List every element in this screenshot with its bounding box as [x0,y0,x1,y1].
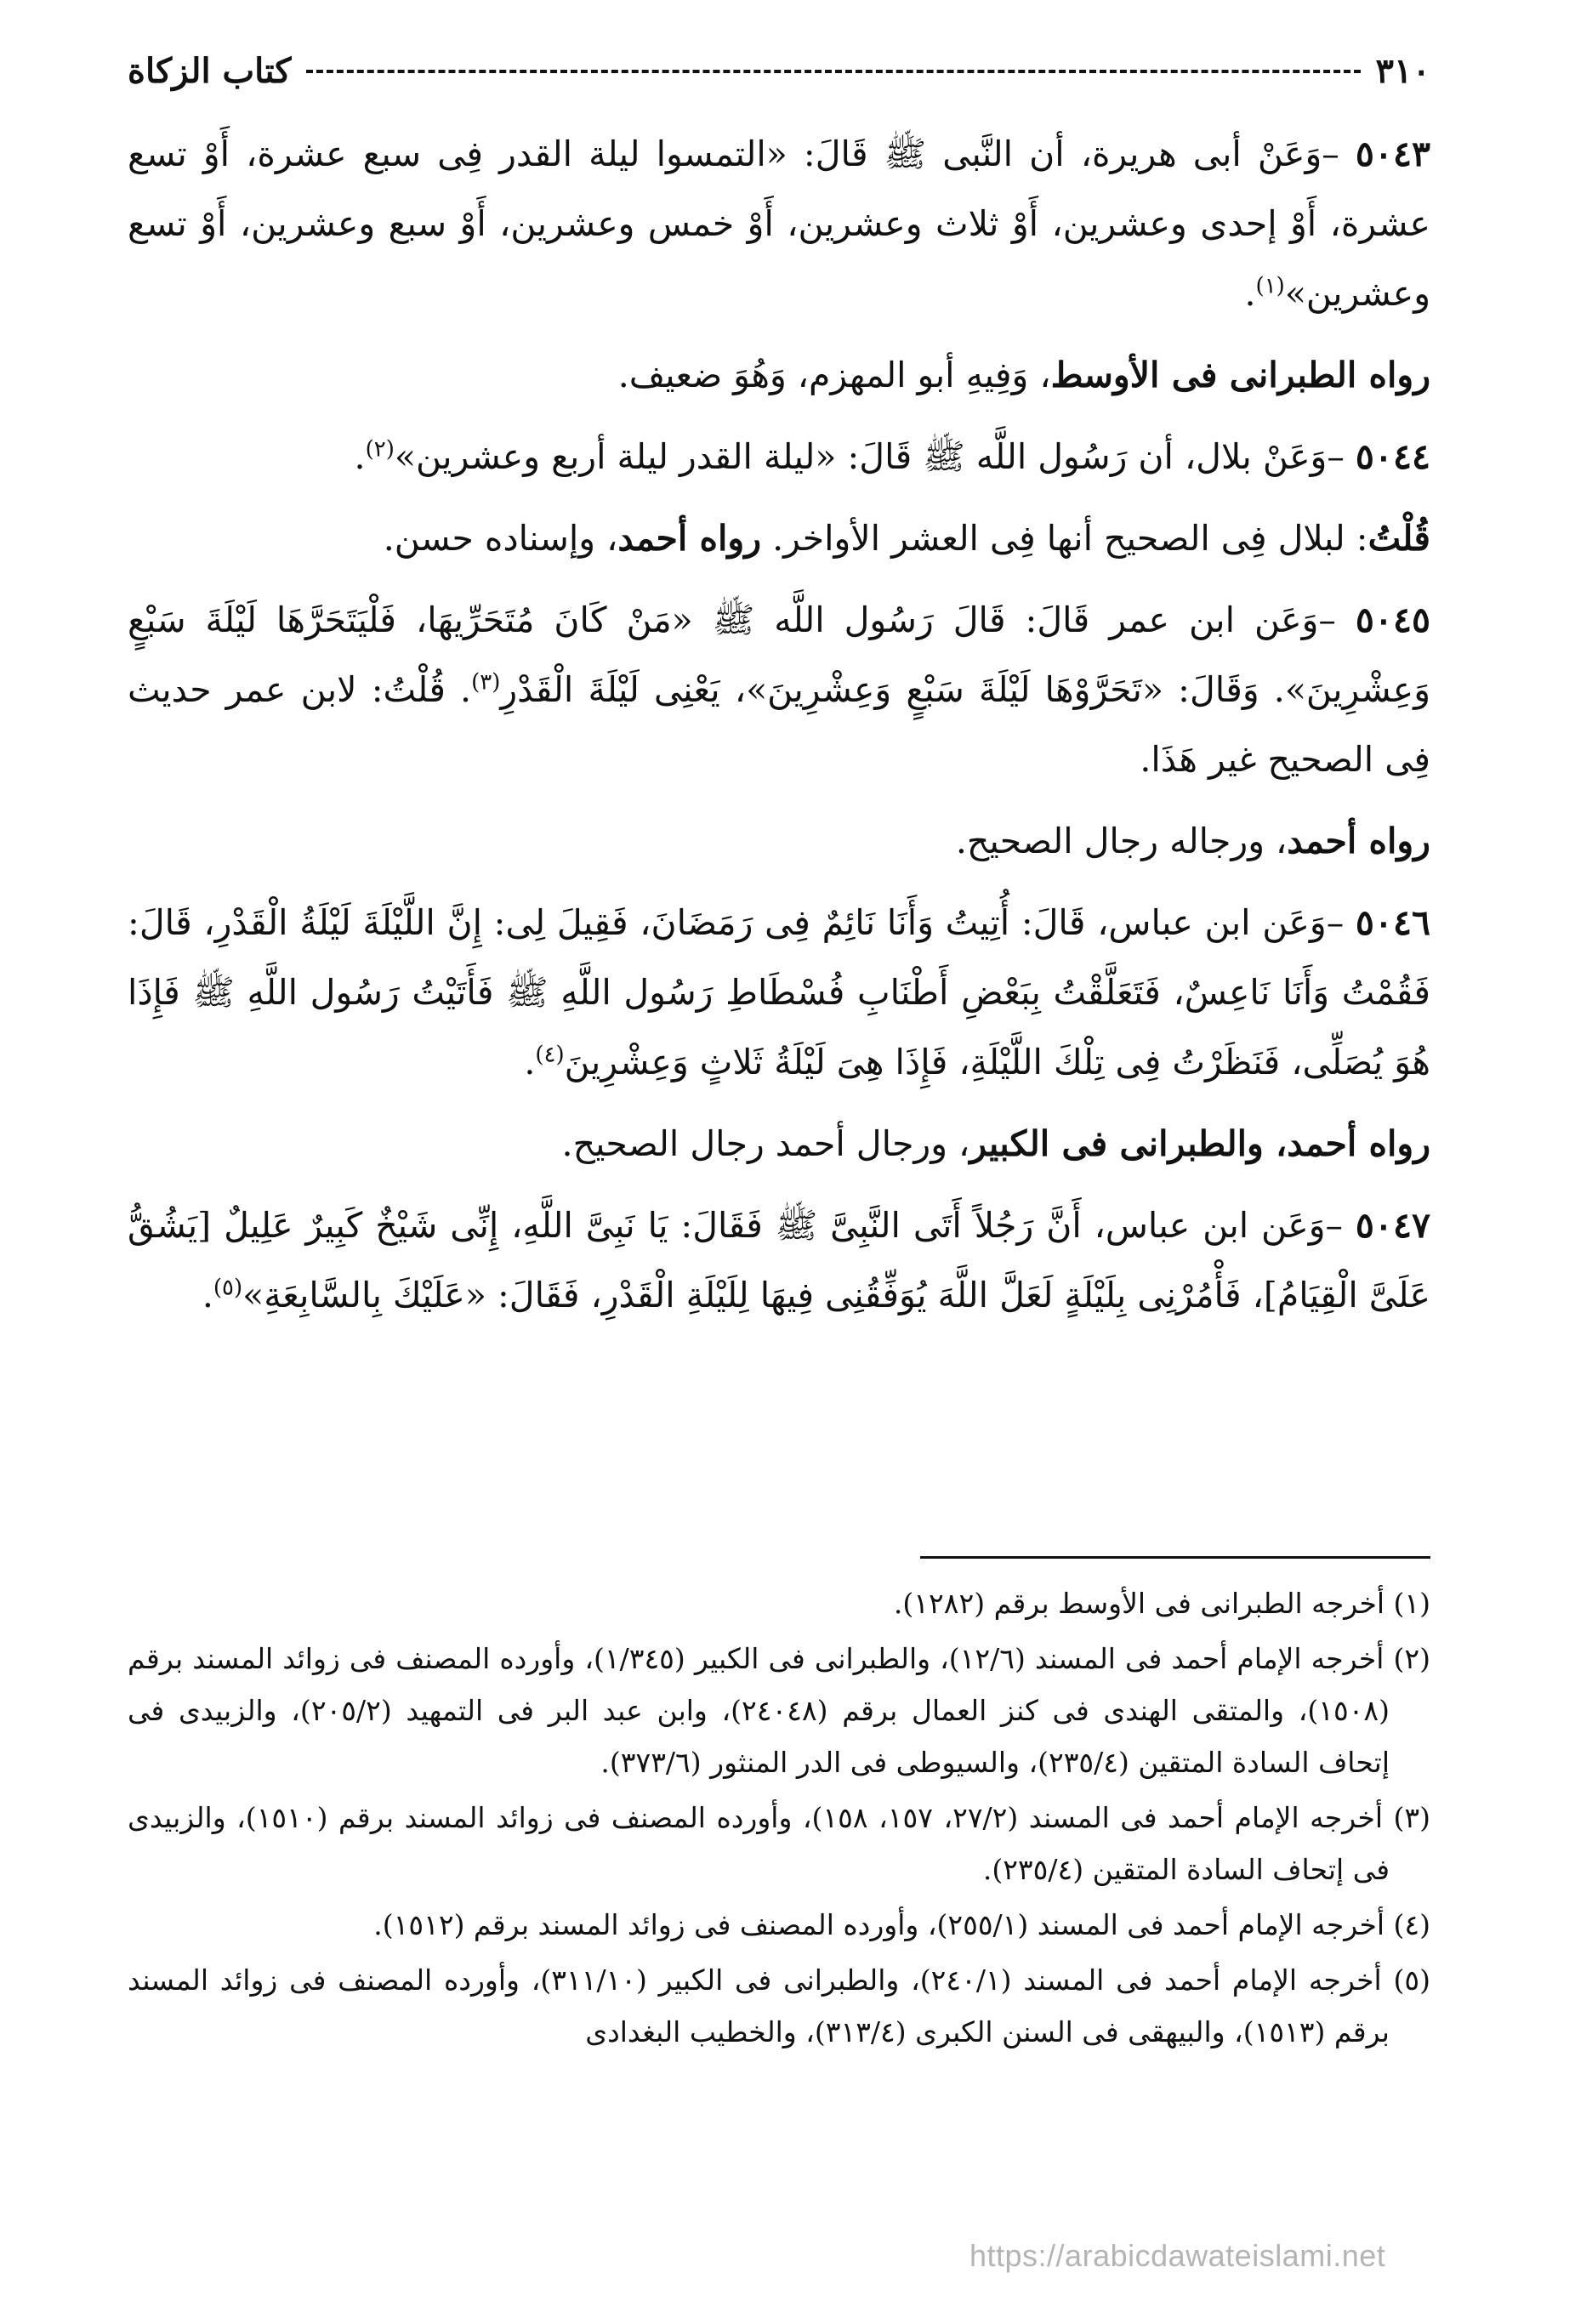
source-rest: ، ورجال أحمد رجال الصحيح. [561,1123,970,1164]
source-line [128,1109,1430,1179]
hadith-tail: . [1244,273,1256,314]
footnote: (٤) أخرجه الإمام أحمد فى المسند (٢٥٥/١)، وأورده المصنف فى زوائد المسند برقم (١٥١٢). [373,1908,1430,1941]
footnote-ref[interactable]: (٥) [213,1275,243,1301]
page-number: ٣١٠ [1375,51,1430,91]
hadith-entry [128,119,1430,328]
watermark-url: https://arabicdawateislami.net [969,2238,1386,2273]
footnote-separator [920,1556,1430,1559]
footnote-ref[interactable]: (١) [1255,273,1285,299]
hadith-text: –وَعَنْ أبى هريرة، أن النَّبى ﷺ قَالَ: «التمسوا ليلة القدر فِى سبع عشرة، أَوْ تسع عشرة، أَوْ إحدى وعشرين، أَوْ ثلاث وعشرين، أَوْ خمس وعشرين، أَوْ سبع وعشرين، أَوْ تسع وعشرين» [128,134,1430,314]
source-line [128,340,1430,410]
hadith-number: ٥٠٤٣ [1355,134,1430,174]
source-bold: رواه أحمد [1287,821,1430,861]
hadith-number: ٥٠٤٦ [1355,902,1430,943]
hadith-tail: . قُلْتُ: لابن عمر حديث فِى الصحيح غير هَذَا. [128,669,1430,780]
footnote-ref[interactable]: (٢) [365,436,395,463]
qult-label: قُلْتُ [1367,518,1430,559]
hadith-entry [128,422,1430,492]
hadith-text: –وَعَنْ بلال، أن رَسُول اللَّه ﷺ قَالَ: «ليلة القدر ليلة أربع وعشرين» [394,436,1345,477]
source-rest: ، وإسناده حسن. [383,518,618,559]
hadith-text: –وَعَن ابن عمر قَالَ: قَالَ رَسُول اللَّه ﷺ «مَنْ كَانَ مُتَحَرِّيهَا، فَلْيَتَحَرَّهَا لَيْلَةَ سَبْعٍ وَعِشْرِينَ». وَقَالَ: «تَحَرَّوْهَا لَيْلَةَ سَبْعٍ وَعِشْرِينَ»، يَعْنِى لَيْلَةَ الْقَدْرِ [128,599,1430,710]
qult-line [128,503,1430,573]
hadith-number: ٥٠٤٧ [1355,1205,1430,1246]
hadith-tail: . [202,1275,213,1315]
source-bold: رواه الطبرانى فى الأوسط [1050,355,1430,395]
footnote-ref[interactable]: (٤) [535,1042,565,1068]
hadith-number: ٥٠٤٥ [1355,599,1430,640]
source-rest: ، ورجاله رجال الصحيح. [955,821,1288,861]
hadith-text: –وَعَن ابن عباس، قَالَ: أُتِيتُ وَأَنَا نَائِمٌ فِى رَمَضَانَ، فَقِيلَ لِى: إِنَّ اللَّيْلَةَ لَيْلَةُ الْقَدْرِ، قَالَ: فَقُمْتُ وَأَنَا نَاعِسٌ، فَتَعَلَّقْتُ بِبَعْضِ أَطْنَابِ فُسْطَاطِ رَسُول اللَّهِ ﷺ فَأَتَيْتُ رَسُول اللَّهِ ﷺ فَإِذَا هُوَ يُصَلِّى، فَنَظَرْتُ فِى تِلْكَ اللَّيْلَةِ، فَإِذَا هِىَ لَيْلَةُ ثَلاثٍ وَعِشْرِينَ [128,902,1430,1082]
source-bold: رواه أحمد، والطبرانى فى الكبير [969,1123,1430,1164]
footnotes [128,1577,1430,2061]
footnote: (٣) أخرجه الإمام أحمد فى المسند (٢٧/٢، ١٥٧، ١٥٨)، وأورده المصنف فى زوائد المسند برقم (١٥١٠)، والزبيدى فى إتحاف السادة المتقين (٢٣٥/٤). [128,1801,1431,1886]
qult-text: : لبلال فِى الصحيح أنها فِى العشر الأواخر. [772,518,1368,559]
hadith-tail: . [354,436,366,477]
source-bold: رواه أحمد [617,518,762,559]
hadith-number: ٥٠٤٤ [1355,436,1430,477]
footnote: (٢) أخرجه الإمام أحمد فى المسند (١٢/٦)، والطبرانى فى الكبير (١/٣٤٥)، وأورده المصنف فى زوائد المسند برقم (١٥٠٨)، والمتقى الهندى فى كنز العمال برقم (٢٤٠٤٨)، وابن عبد البر فى التمهيد (٢٠٥/٢)، والزبيدى فى إتحاف السادة المتقين (٢٣٥/٤)، والسيوطى فى الدر المنثور (٣٧٣/٦). [128,1642,1430,1779]
chapter-title: كتاب الزكاة [128,51,292,91]
footnote-ref[interactable]: (٣) [471,669,501,696]
hadith-entry [128,585,1430,794]
header-dashed-rule [306,70,1360,73]
page-header [128,51,1430,91]
main-text [128,119,1430,1342]
hadith-tail: . [524,1042,536,1082]
hadith-entry [128,1190,1430,1330]
hadith-text: –وَعَن ابن عباس، أَنَّ رَجُلاً أَتَى النَّبِىَّ ﷺ فَقَالَ: يَا نَبِىَّ اللَّهِ، إِنِّى شَيْخٌ كَبِيرٌ عَلِيلٌ [يَشُقُّ عَلَىَّ الْقِيَامُ]، فَأْمُرْنِى بِلَيْلَةٍ لَعَلَّ اللَّهَ يُوَفِّقُنِى فِيهَا لِلَيْلَةِ الْقَدْرِ، فَقَالَ: «عَلَيْكَ بِالسَّابِعَةِ» [128,1205,1430,1315]
source-line [128,806,1430,876]
hadith-entry [128,888,1430,1097]
footnote: (٥) أخرجه الإمام أحمد فى المسند (٢٤٠/١)، والطبرانى فى الكبير (٣١١/١٠)، وأورده المصنف فى زوائد المسند برقم (١٥١٣)، والبيهقى فى السنن الكبرى (٣١٣/٤)، والخطيب البغدادى [128,1963,1430,2048]
footnote: (١) أخرجه الطبرانى فى الأوسط برقم (١٢٨٢). [893,1587,1430,1620]
source-rest: ، وَفِيهِ أبو المهزم، وَهُوَ ضعيف. [617,355,1051,395]
